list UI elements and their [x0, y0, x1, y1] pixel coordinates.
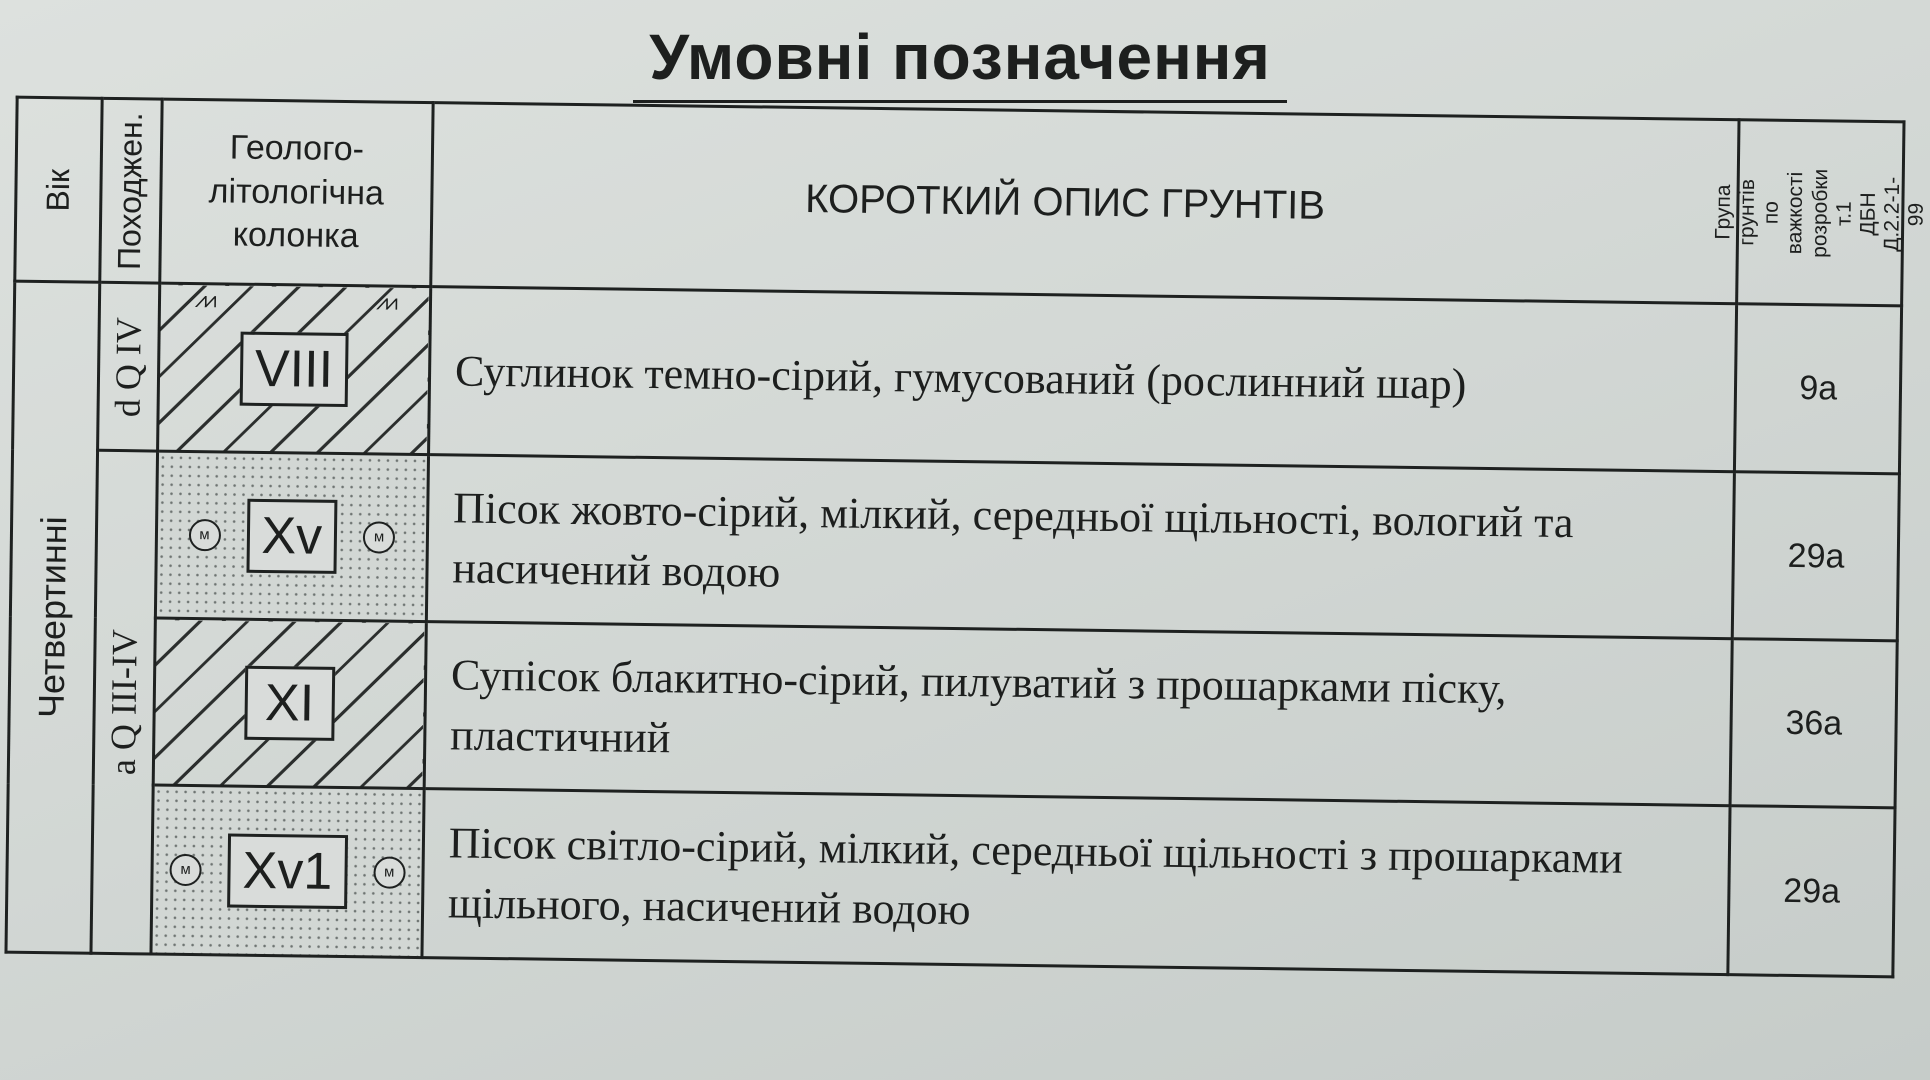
grass-icon: ⩘⩘ — [194, 286, 214, 312]
table-row — [10, 449, 1899, 641]
grass-icon: ⩘⩘ — [375, 288, 396, 315]
soil-group: 9а — [1735, 304, 1902, 474]
table-row — [6, 783, 1895, 977]
layer-code: XI — [244, 666, 335, 741]
soil-description: Пісок світло-сірий, мілкий, середньої щільності з прошарками щільного, насичений водою — [422, 789, 1731, 975]
header-column: Геолого- літологічна колонка — [160, 99, 433, 287]
header-row — [15, 97, 1904, 306]
layer-code: VIII — [239, 331, 348, 406]
sand-marker-icon: м — [363, 521, 395, 553]
lithology-symbol — [157, 454, 427, 618]
soil-description: Супісок блакитно-сірий, пилуватий з прошарками піску, пластичний — [424, 622, 1733, 806]
soil-group: 29а — [1728, 806, 1895, 977]
origin-cell: d Q IV — [97, 282, 159, 451]
soil-description: Суглинок темно-сірий, гумусований (рослинний шар) — [428, 287, 1737, 472]
lithology-cell — [157, 283, 430, 455]
soil-description: Пісок жовто-сірий, мілкий, середньої щільності, вологий та насичений водою — [426, 455, 1735, 639]
header-age: Вік — [15, 97, 102, 282]
origin-cell: a Q III-IV — [91, 450, 158, 954]
sand-marker-icon: м — [373, 856, 405, 888]
soil-group: 29а — [1733, 472, 1900, 641]
layer-code: Xv1 — [227, 834, 348, 910]
header-description: КОРОТКИЙ ОПИС ГРУНТІВ — [431, 103, 1740, 304]
header-origin: Походжен. — [100, 98, 162, 283]
soil-group: 36а — [1731, 639, 1898, 808]
lithology-symbol — [159, 286, 429, 451]
sand-marker-icon: м — [188, 519, 220, 551]
layer-code: Xv — [246, 499, 338, 574]
lithology-cell — [151, 785, 424, 958]
soil-legend-table — [4, 96, 1929, 979]
lithology-cell — [155, 451, 428, 622]
table-row — [8, 616, 1897, 808]
header-group: Група грунтів по важкості розробки т.1 ДБН Д.2.2-1-99 — [1737, 120, 1904, 306]
lithology-symbol — [152, 788, 422, 954]
age-cell: Четвертинні — [6, 281, 100, 953]
legend-title: Умовні позначення — [0, 20, 1920, 103]
table-row — [13, 281, 1902, 474]
lithology-symbol — [155, 621, 425, 785]
lithology-cell — [153, 618, 426, 789]
sand-marker-icon: м — [169, 854, 201, 886]
